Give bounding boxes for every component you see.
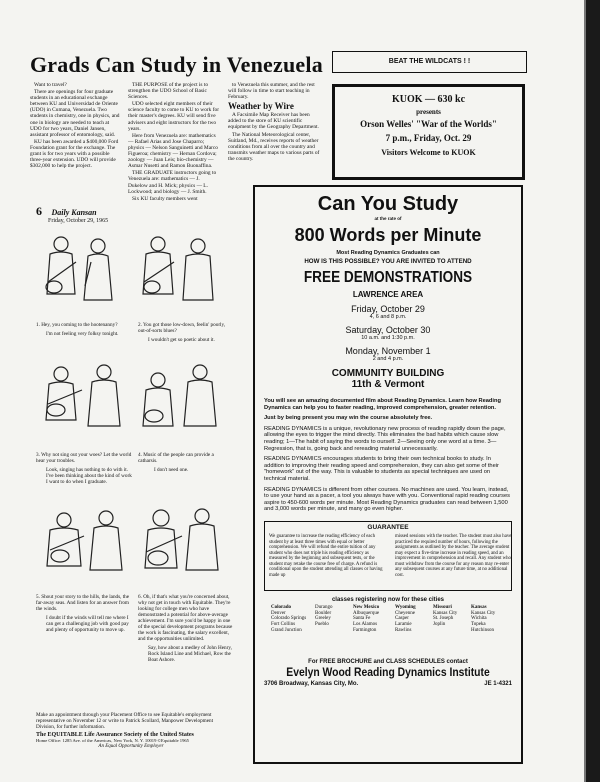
- classes-registering: classes registering now for these cities: [331, 596, 445, 603]
- page-number: 6: [36, 204, 42, 218]
- equitable-footer: [36, 712, 226, 750]
- folk-singers-icon: [143, 365, 216, 426]
- caption-question: 4. Music of the people can provide a catharsis.: [138, 452, 214, 464]
- kuok-station: KUOK — 630 kc: [391, 94, 466, 105]
- recruitment-note: Make an appointment through your Placement Office to see Equitable's employment representative on November 12 or write to Patrick Scollard, Manpower Development Division, for further information.: [36, 712, 214, 730]
- ad-day-2: Saturday, October 30: [345, 325, 431, 335]
- city-name: St. Joseph: [433, 616, 454, 622]
- ad-grads-can: Most Reading Dynamics Graduates can: [336, 250, 440, 256]
- folk-singers-icon: [145, 509, 218, 570]
- ad-title: Can You Study: [317, 193, 459, 215]
- city-column: [433, 605, 475, 628]
- city-name: Colorado Springs: [271, 616, 307, 622]
- article-paragraph: to Venezuela this summer, and the rest will follow in time to start teaching in February.: [228, 82, 315, 101]
- city-list: [271, 605, 505, 657]
- city-name: Fort Collins: [271, 622, 296, 628]
- ad-how-possible: HOW IS THIS POSSIBLE? YOU ARE INVITED TO ATTEND: [304, 258, 472, 265]
- city-column: [353, 605, 395, 634]
- city-column: [315, 605, 357, 628]
- caption-question: 6. Oh, if that's what you're concerned about, why not get in touch with Equitable. They're looking for college men who have demonstrated a potential for above-average achievement. I'm sure you'd be happy in one of the special development programs because the work is fascinating, the salary excellent, and the opportunities unlimited.: [138, 594, 233, 642]
- ad-paragraph-1: READING DYNAMICS is a unique, revolutionary new process of reading rapidly down the page, allowing the eyes to trigger the mind directly. This eliminates the bad habits which cause slow reading; 1—The habit of saying the words to ourself. 2—Seeing only one word at a time. 3—Regression, that is, going back and rereading material unnecessarily.: [264, 425, 506, 452]
- company-name: The EQUITABLE Life Assurance Society of the United States: [36, 732, 194, 738]
- article-subhead: Weather by Wire: [228, 101, 294, 112]
- city-name: Wichita: [471, 616, 487, 622]
- article-paragraph: There are openings for four graduate students in an educational exchange between KU and Universidad de Oriente (UDO) in Cumana, Venezuela. Two students in chemistry, one in physics, and one in biology are needed to teach at UDO for two years, Daniel Jansen, assistant professor of entomology, said.: [30, 89, 120, 138]
- caption-question: 2. You got those low-down, feelin' poorly, out-of-sorts blues?: [138, 322, 226, 334]
- ad-day-3: Monday, November 1: [345, 346, 431, 356]
- comic-caption-2: [138, 322, 234, 343]
- caption-answer: Say, how about a medley of John Henry, Rock Island Line and Michael, Row the Boat Ashore.: [148, 645, 232, 663]
- city-name: Cheyenne: [395, 610, 415, 616]
- city-name: Greeley: [315, 616, 331, 622]
- ad-street: 11th & Vermont: [351, 379, 425, 390]
- ad-body: [264, 398, 512, 513]
- caption-question: 1. Hey, you coming to the hootenanny?: [36, 322, 118, 328]
- guarantee-box: [264, 521, 512, 591]
- article-paragraph: UDO selected eight members of their science faculty to come to KU to work for their master's degrees. KU will send five advisers and eight instructors for the two years.: [128, 101, 220, 132]
- guarantee-left-text: We guarantee to increase the reading efficiency of each student by at least three times with equal or better comprehension. We will refund the entire tuition of any student who does not triple his reading efficiency as measured by the beginning and subsequent tests, or the student may retake the course free of charge. A refund is conditional upon the student attending all classes or having made up: [269, 533, 383, 579]
- city-column: [271, 605, 313, 634]
- article-paragraph: THE PURPOSE of the project is to strengthen the UDO School of Basic Sciences.: [128, 82, 209, 101]
- beat-the-wildcats-banner: BEAT THE WILDCATS ! !: [332, 51, 527, 73]
- article-column-1: [30, 82, 122, 170]
- caption-answer: I wouldn't get so poetic about it.: [148, 337, 215, 343]
- equitable-comic-ad: [36, 232, 236, 712]
- ad-day-1: Friday, October 29: [351, 304, 425, 314]
- ad-words-per-minute: 800 Words per Minute: [294, 225, 482, 245]
- institute-contact: [264, 681, 512, 691]
- city-name: Albuquerque: [353, 610, 380, 616]
- guarantee-right-text: missed sessions with the teacher. The student must also have practiced the required number of hours, following the assignments as outlined by the teacher. The average student may expect a five-time increase in reading speed, and an improvement in comprehension and recall. Any student who must withdraw from the course for any reason may re-enter any subsequent courses at any future time, at no additional cost.: [395, 533, 512, 579]
- comic-caption-6: [138, 594, 234, 663]
- kuok-program: Orson Welles' "War of the Worlds": [360, 119, 497, 129]
- guarantee-title: GUARANTEE: [367, 523, 409, 531]
- paper-name: Daily Kansan: [51, 208, 97, 217]
- reading-dynamics-ad: [253, 185, 523, 764]
- ad-time-3: 2 and 4 p.m.: [372, 356, 404, 362]
- city-name: Santa Fe: [353, 616, 371, 622]
- comic-caption-1: [36, 322, 132, 337]
- state-name: New Mexico: [353, 604, 380, 610]
- article-paragraph: KU has been awarded a $400,000 Ford Foundation grant for the exchange. The grant is for two years with a possible three-year extension. UDO will provide $302,000 to help the project.: [30, 138, 119, 170]
- city-column: [395, 605, 437, 634]
- city-name: Topeka: [471, 622, 486, 628]
- city-name: Boulder: [315, 610, 332, 616]
- state-name: Colorado: [271, 604, 291, 610]
- company-address: Home Office: 1285 Ave. of the Americas, New York, N. Y. 10019 ©Equitable 1965: [36, 738, 189, 743]
- article-paragraph: The National Meteorological center, Suitland, Md., receives reports of weather conditions from all over the country and transmits weather maps to various parts of the country.: [228, 131, 320, 162]
- caption-question: 3. Why not sing out your woes? Let the world hear your troubles.: [36, 452, 132, 464]
- folk-singers-icon: [47, 511, 122, 570]
- caption-answer: Look, singing has nothing to do with it. I've been thinking about the kind of work I want to do when I graduate.: [46, 467, 132, 485]
- city-name: Casper: [395, 616, 409, 622]
- folk-singers-icon: [46, 365, 120, 426]
- city-name: Grand Junction: [271, 627, 302, 633]
- state-name: Kansas: [471, 604, 487, 610]
- institute-name: Evelyn Wood Reading Dynamics Institute: [286, 666, 490, 679]
- kuok-visitors: Visitors Welcome to KUOK: [381, 148, 476, 157]
- article-paragraph: Want to travel?: [34, 82, 67, 88]
- city-name: Farmington: [353, 627, 377, 633]
- article-column-3: [228, 82, 320, 163]
- kuok-radio-ad: [332, 84, 525, 180]
- ad-area: LAWRENCE AREA: [352, 290, 424, 299]
- comic-caption-3: [36, 452, 132, 485]
- ad-time-1: 4, 6 and 8 p.m.: [369, 314, 407, 320]
- issue-date: Friday, October 29, 1965: [48, 218, 109, 224]
- comic-caption-5: [36, 594, 132, 633]
- state-name: Wyoming: [395, 604, 416, 610]
- kuok-presents: presents: [416, 108, 441, 116]
- institute-phone: JE 1-4321: [484, 680, 512, 687]
- brochure-line: For FREE BROCHURE and CLASS SCHEDULES contact: [308, 658, 468, 665]
- comic-caption-4: [138, 452, 234, 473]
- article-paragraph: A Facsimile Map Receiver has been added to the store of KU scientific equipment by the Geography Department.: [228, 112, 319, 131]
- page-folio: [36, 204, 109, 224]
- caption-answer: I doubt if the winds will tell me where I can get a challenging job with good pay and plenty of opportunity to move up.: [46, 615, 129, 633]
- ad-at-rate: at the rate of: [374, 216, 402, 221]
- article-column-2: [128, 82, 220, 203]
- city-name: Kansas City: [433, 610, 458, 616]
- city-name: Durango: [315, 604, 333, 610]
- folk-singers-icon: [46, 237, 112, 300]
- city-name: Los Alamos: [353, 622, 378, 628]
- article-paragraph: Here from Venezuela are: mathematics — Rafael Arias and Jose Chaparro; physics — Nelson Sanguinetti and Marco Figueroa; chemistry — Hernan Cordova; zoology — Juan Leis; bio-chemistry — Asmar Nusetti and Ramon Buonaffina.: [128, 132, 218, 170]
- city-name: Pueblo: [315, 622, 329, 628]
- page-edge-shadow: [586, 0, 600, 782]
- city-name: Joplin: [433, 622, 446, 628]
- ad-time-2: 10 a.m. and 1:30 p.m.: [361, 335, 415, 341]
- ad-paragraph-2: READING DYNAMICS encourages students to bring their own technical books to study. In addition to improving their reading speed and comprehension, they can also get some of their "homework" out of the way. This is valuable to students as special techniques are used on technical material.: [264, 456, 499, 482]
- city-name: Rawlins: [395, 627, 412, 633]
- page-edge-line: [584, 0, 586, 782]
- ad-paragraph-win: Just by being present you may win the course absolutely free.: [264, 415, 433, 422]
- kuok-time: 7 p.m., Friday, Oct. 29: [385, 133, 472, 143]
- caption-answer: I don't need one.: [154, 467, 189, 473]
- city-name: Hutchinson: [471, 627, 495, 633]
- city-name: Kansas City: [471, 610, 496, 616]
- state-name: Missouri: [433, 604, 452, 610]
- institute-address: 3706 Broadway, Kansas City, Mo.: [264, 680, 359, 687]
- ad-venue: COMMUNITY BUILDING: [331, 368, 445, 379]
- folk-singers-icon: [143, 237, 213, 300]
- city-name: Laramie: [395, 622, 412, 628]
- caption-answer: I'm not feeling very folksy tonight.: [46, 331, 119, 337]
- ad-paragraph-3: READING DYNAMICS is different from other courses. No machines are used. You learn, instead, to use your hand as a pacer, a tool you always have with you. Conventional rapid reading courses aspire to 450-600 words per minute. Most Reading Dynamics graduates can read between 1,500 and 3,000 words per minute, and many go even higher.: [264, 486, 510, 513]
- article-headline: Grads Can Study in Venezuela: [30, 52, 323, 77]
- ad-paragraph-film: You will see an amazing documented film about Reading Dynamics. Learn how Reading Dynamics can help you to faster reading, improved comprehension, greater retention.: [264, 398, 501, 411]
- city-column: [471, 605, 513, 634]
- ad-free-demonstrations: FREE DEMONSTRATIONS: [303, 269, 473, 286]
- caption-question: 5. Shout your story to the hills, the lands, the far-away seas. And listen for an answer from the winds.: [36, 594, 130, 612]
- article-paragraph: Six KU faculty members went: [132, 195, 198, 202]
- equal-opportunity-line: An Equal Opportunity Employer: [98, 744, 164, 749]
- city-name: Denver: [271, 610, 286, 616]
- article-paragraph: THE GRADUATE instructors going to Venezuela are: mathematics — J. Dukelow and H. Mick; physics — L. Lockwood; and biology — J. Smith.: [128, 170, 217, 195]
